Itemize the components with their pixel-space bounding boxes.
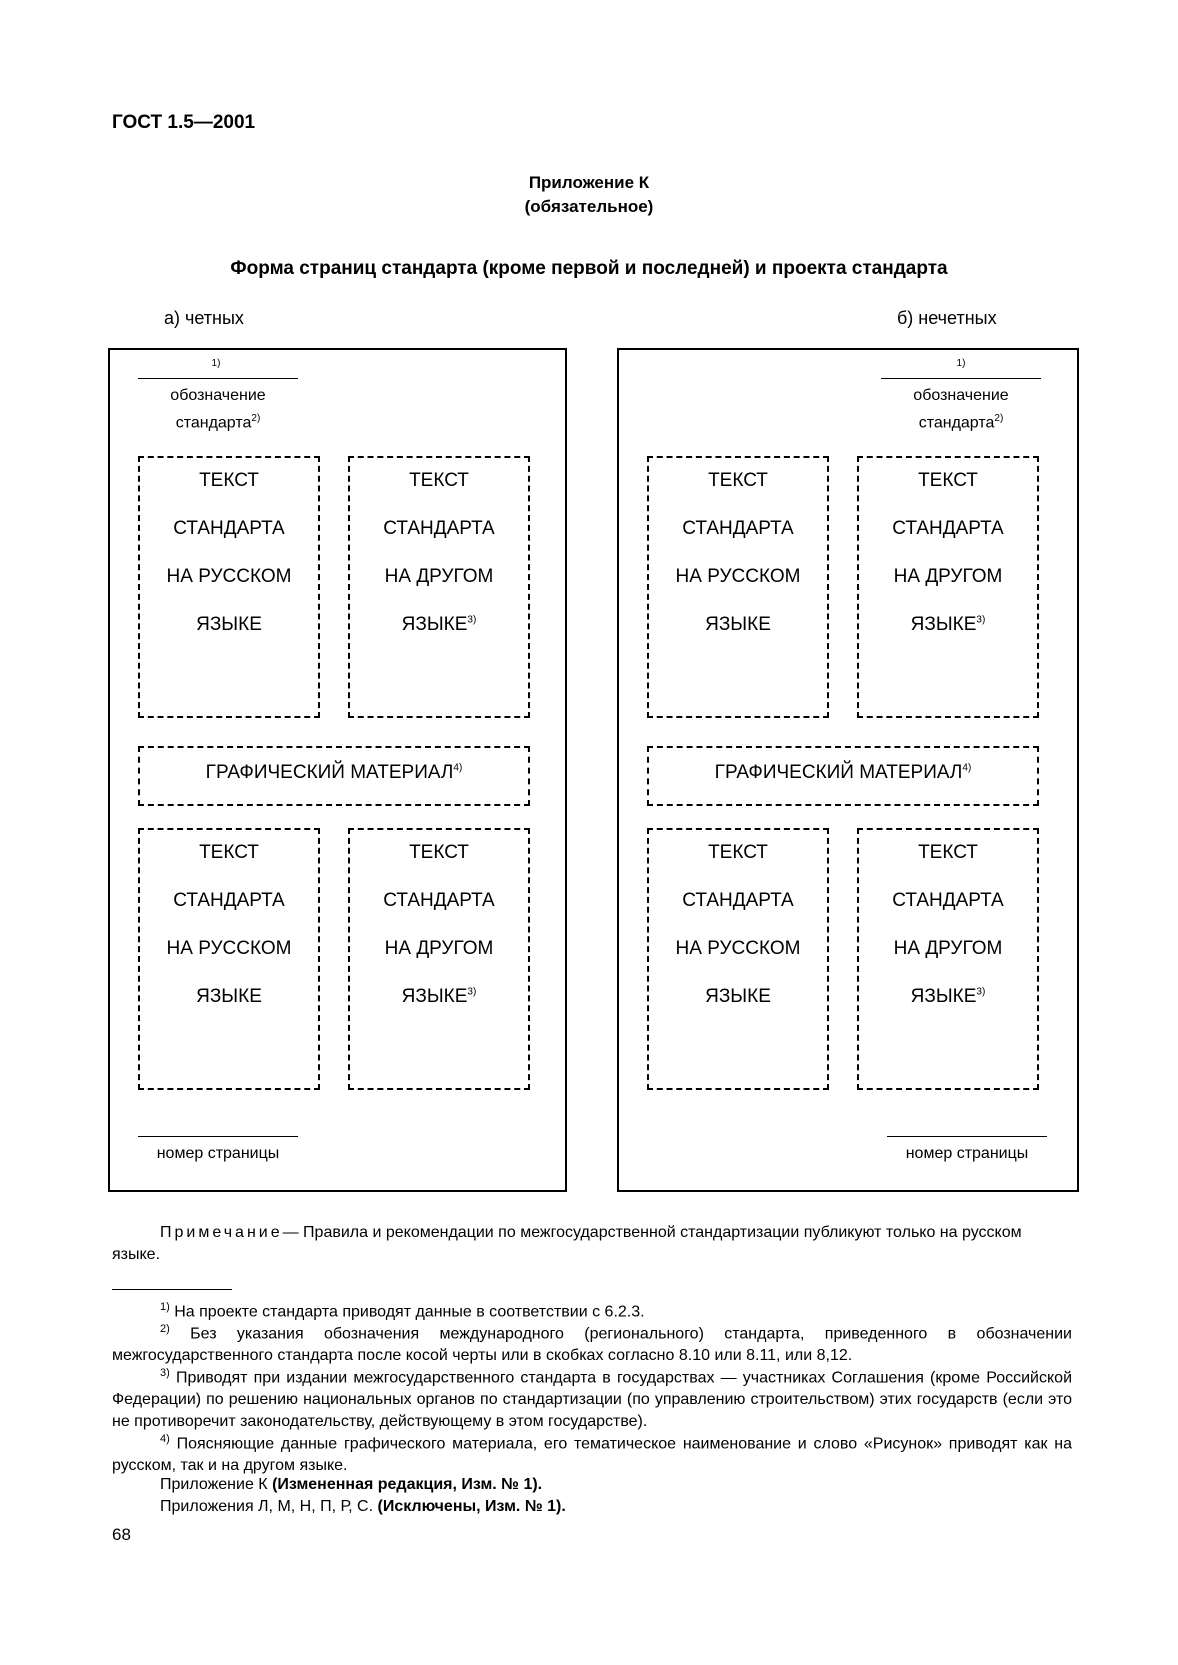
appendix-status: (обязательное): [524, 197, 654, 216]
standard-designation: обозначение стандарта$^{2)}$: [913, 387, 1009, 432]
designation-rule: [138, 378, 298, 379]
footnote-4: $^{4)}$ Поясняющие данные графического материала, его тематическое наименование и слово «Рисунок» приводят как на русском, так и на другом языке.: [112, 1433, 1072, 1475]
text-block-russian: ТЕКСТ СТАНДАРТА НА РУССКОМ ЯЗЫКЕ: [647, 828, 829, 1090]
text-block-other-language: ТЕКСТ СТАНДАРТА НА ДРУГОМ ЯЗЫКЕ$^{3)}$: [857, 828, 1039, 1090]
sheet-odd: [617, 348, 1079, 1192]
page-number-placeholder: номер страницы: [156, 1145, 280, 1162]
page-number-rule: [138, 1136, 298, 1137]
page-number: 68: [112, 1525, 131, 1544]
footnote-mark: 1): [956, 358, 966, 369]
note-label: Примечание: [160, 1224, 283, 1241]
page-number-rule: [887, 1136, 1047, 1137]
text-block-russian: ТЕКСТ СТАНДАРТА НА РУССКОМ ЯЗЫКЕ: [138, 828, 320, 1090]
designation-sup: 2): [994, 413, 1004, 424]
sheet-even: [108, 348, 567, 1192]
page-number-placeholder: номер страницы: [905, 1145, 1029, 1162]
text-block-russian: ТЕКСТ СТАНДАРТА НА РУССКОМ ЯЗЫКЕ: [647, 456, 829, 718]
amendment-note-excluded: Приложения Л, М, Н, П, Р, С. (Исключены, Изм. № 1).: [160, 1498, 566, 1515]
text-block-other-language: ТЕКСТ СТАНДАРТА НА ДРУГОМ ЯЗЫКЕ$^{3)}$: [348, 456, 530, 718]
footnote-3: $^{3)}$ Приводят при издании межгосударственного стандарта в государствах — участниках Соглашения (кроме Российской Федерации) по решению национальных органов по стандартизации (по управлению строительством) этих государств (если это не противоречит законодательству, действующему в этом государстве).: [112, 1367, 1073, 1431]
text-block-russian: ТЕКСТ СТАНДАРТА НА РУССКОМ ЯЗЫКЕ: [138, 456, 320, 718]
footnote-mark: 1): [211, 358, 221, 369]
footnote-2: $^{2)}$ Без указания обозначения международного (регионального) стандарта, приведенного в обозначении межгосударственного стандарта после косой черты или в скобках согласно 8.10 или 8.11, или 8,12.: [112, 1323, 1072, 1365]
footnote-1: $^{1)}$ На проекте стандарта приводят данные в соответствии с 6.2.3.: [160, 1301, 645, 1321]
label-even-pages: а) четных: [164, 308, 244, 328]
amendment-note-k: Приложение К (Измененная редакция, Изм. № 1).: [160, 1476, 543, 1493]
appendix-label: Приложение К: [528, 173, 650, 192]
designation-sup: 2): [251, 413, 261, 424]
label-odd-pages: б) нечетных: [897, 308, 997, 328]
note-paragraph: [112, 1222, 1072, 1266]
page-header: ГОСТ 1.5—2001: [112, 112, 256, 133]
note-text: — Правила и рекомендации по межгосударственной стандартизации публикуют только на русском языке.: [112, 1224, 1022, 1263]
form-title: Форма страниц стандарта (кроме первой и последней) и проекта стандарта: [230, 258, 948, 279]
designation-rule: [881, 378, 1041, 379]
graphic-material-block: ГРАФИЧЕСКИЙ МАТЕРИАЛ$^{4)}$: [647, 746, 1039, 806]
text-block-other-language: ТЕКСТ СТАНДАРТА НА ДРУГОМ ЯЗЫКЕ$^{3)}$: [857, 456, 1039, 718]
graphic-material-block: ГРАФИЧЕСКИЙ МАТЕРИАЛ$^{4)}$: [138, 746, 530, 806]
standard-designation: обозначение стандарта$^{2)}$: [170, 387, 266, 432]
footnote-separator: [112, 1289, 232, 1290]
text-block-other-language: ТЕКСТ СТАНДАРТА НА ДРУГОМ ЯЗЫКЕ$^{3)}$: [348, 828, 530, 1090]
appendix-title: [0, 171, 1178, 219]
